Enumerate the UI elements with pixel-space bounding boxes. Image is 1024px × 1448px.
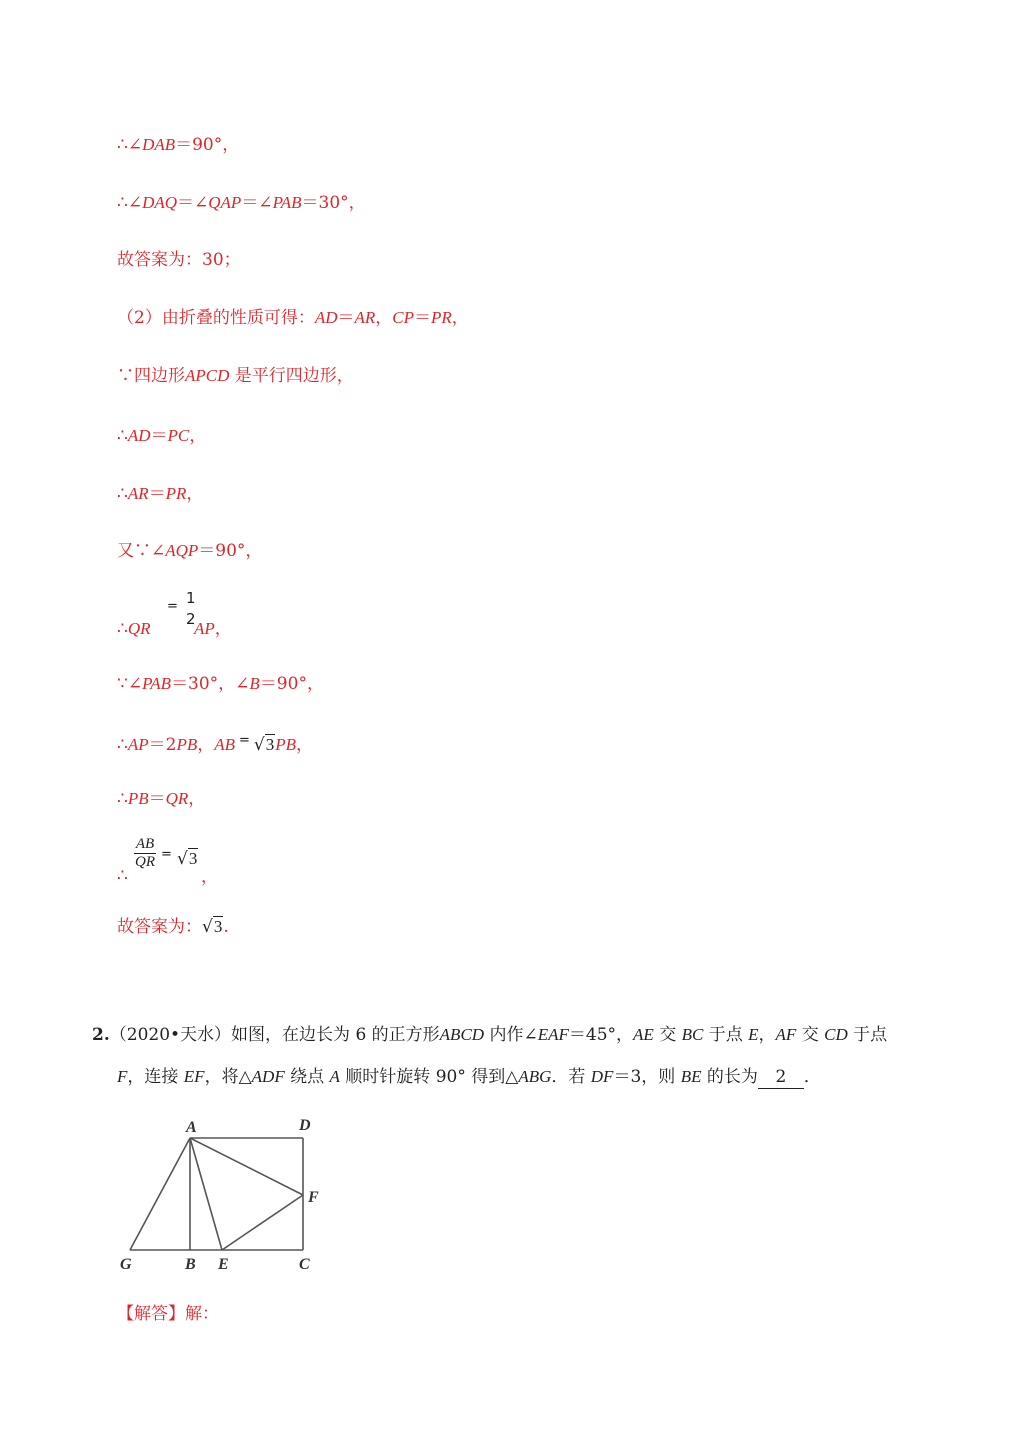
text-run: 于点 bbox=[847, 1025, 888, 1045]
math-variable: APCD bbox=[185, 366, 230, 385]
segment-ef bbox=[222, 1195, 303, 1250]
text-run: （2）由折叠的性质可得： bbox=[117, 308, 315, 328]
math-variable: A bbox=[329, 1067, 340, 1086]
question-number: 2. bbox=[92, 1025, 110, 1045]
text-run: ＝90°， bbox=[175, 135, 240, 155]
segment-ag bbox=[130, 1138, 190, 1250]
text-run: 顺时针旋转 90° 得到△ bbox=[339, 1067, 519, 1087]
text-run: 内作∠ bbox=[484, 1025, 538, 1045]
text-run: ＝ bbox=[148, 789, 166, 809]
text-run: ＝90°， bbox=[259, 674, 324, 694]
text-run: ∴∠ bbox=[117, 193, 143, 213]
solution-line bbox=[117, 249, 241, 271]
text-run: ， bbox=[758, 1025, 776, 1045]
math-variable: PB bbox=[127, 789, 149, 808]
math-variable: AR bbox=[127, 484, 149, 503]
solution-line bbox=[117, 192, 366, 214]
fraction-half: 1 2 bbox=[186, 589, 196, 628]
math-variable: EF bbox=[183, 1067, 205, 1086]
math-variable: ABCD bbox=[439, 1025, 485, 1044]
text-run: ．若 bbox=[551, 1067, 591, 1087]
math-variable: PC bbox=[167, 426, 190, 445]
label-d: D bbox=[299, 1117, 311, 1134]
text-run: ＝ bbox=[150, 426, 168, 446]
text-run: ＝30°， bbox=[301, 193, 366, 213]
math-variable: BE bbox=[680, 1067, 702, 1086]
text-run: ∵∠ bbox=[117, 674, 143, 694]
solution-line-ap: ∴AP＝2PB，AB = √3PB， bbox=[117, 733, 314, 755]
text-run: ∴ bbox=[117, 426, 128, 446]
solution-line bbox=[117, 483, 203, 505]
math-variable: EAF bbox=[537, 1025, 569, 1044]
label-b: B bbox=[185, 1256, 196, 1273]
text-run: ∴∠ bbox=[117, 135, 143, 155]
math-variable: AR bbox=[354, 308, 376, 327]
math-variable: PR bbox=[165, 484, 187, 503]
math-variable: DAB bbox=[142, 135, 176, 154]
math-variable: B bbox=[249, 674, 260, 693]
math-variable: CD bbox=[824, 1025, 848, 1044]
math-variable: AQP bbox=[165, 541, 199, 560]
math-variable: PAB bbox=[142, 674, 172, 693]
solution-line bbox=[117, 788, 205, 810]
text-run: ＝90°， bbox=[198, 541, 263, 561]
text-run: ＝ bbox=[337, 308, 355, 328]
sqrt-symbol: √3 bbox=[202, 917, 223, 937]
math-variable: BC bbox=[681, 1025, 704, 1044]
question-line-2: F，连接 EF，将△ADF 绕点 A 顺时针旋转 90° 得到△ABG．若 DF＝3，则 BE 的长为 2 ． bbox=[117, 1067, 821, 1087]
fraction-ab-qr: $\frac{AB}{QR}$ bbox=[135, 836, 155, 870]
label-f: F bbox=[308, 1189, 319, 1206]
math-variable: QR bbox=[165, 789, 189, 808]
math-variable: DAQ bbox=[142, 193, 178, 212]
math-variable: PR bbox=[431, 308, 452, 327]
segment-ae bbox=[190, 1138, 222, 1250]
text-run: ＝30°，∠ bbox=[171, 674, 250, 694]
math-variable: ABG bbox=[518, 1067, 552, 1086]
text-run: ∴ bbox=[117, 789, 128, 809]
solution-line bbox=[117, 425, 206, 447]
text-run: ＝ bbox=[148, 484, 166, 504]
text-run: 交 bbox=[796, 1025, 825, 1045]
text-run: 如图，在边长为 6 的正方形 bbox=[231, 1025, 440, 1045]
solution-line bbox=[117, 134, 239, 156]
sqrt-symbol: √3 bbox=[177, 849, 198, 869]
text-run: ， bbox=[186, 484, 204, 504]
text-run: ， bbox=[451, 308, 469, 328]
math-variable: AE bbox=[633, 1025, 654, 1044]
question-source: （2020•天水） bbox=[109, 1025, 232, 1045]
text-run: 是平行四边形， bbox=[229, 366, 354, 386]
solution-line bbox=[117, 365, 354, 387]
solution-line bbox=[117, 673, 324, 695]
text-run: ∵四边形 bbox=[117, 366, 185, 386]
text-run: 又∵∠ bbox=[117, 541, 166, 561]
text-run: ， bbox=[189, 426, 207, 446]
geometry-figure bbox=[110, 1110, 340, 1280]
solution-header: 【解答】解： bbox=[117, 1304, 219, 1324]
solution-line bbox=[117, 307, 469, 329]
text-run: ，将△ bbox=[204, 1067, 252, 1087]
math-variable: AF bbox=[775, 1025, 797, 1044]
math-variable: E bbox=[748, 1025, 759, 1044]
math-variable: CP bbox=[392, 308, 415, 327]
text-run: 的长为 bbox=[701, 1067, 758, 1087]
math-variable: ADF bbox=[251, 1067, 285, 1086]
math-variable: AD bbox=[314, 308, 338, 327]
text-run: ＝45°， bbox=[568, 1025, 634, 1045]
math-variable: PAB bbox=[272, 193, 302, 212]
math-variable: QAP bbox=[208, 193, 242, 212]
solution-line bbox=[117, 540, 262, 562]
answer-blank: 2 bbox=[758, 1066, 804, 1089]
text-run: ， bbox=[188, 789, 206, 809]
text-run: ，连接 bbox=[127, 1067, 184, 1087]
text-run: ∴ bbox=[117, 484, 128, 504]
text-run: ＝3，则 bbox=[613, 1067, 681, 1087]
math-variable: DF bbox=[590, 1067, 614, 1086]
label-c: C bbox=[299, 1256, 310, 1273]
math-variable: F bbox=[117, 1067, 128, 1086]
label-g: G bbox=[120, 1256, 132, 1273]
text-run: 绕点 bbox=[284, 1067, 330, 1087]
text-run: 于点 bbox=[703, 1025, 749, 1045]
sqrt-symbol: √3 bbox=[253, 735, 275, 755]
text-run: ＝∠ bbox=[177, 193, 209, 213]
label-a: A bbox=[186, 1119, 197, 1136]
text-run: ＝∠ bbox=[241, 193, 273, 213]
label-e: E bbox=[218, 1256, 229, 1273]
math-variable: AD bbox=[127, 426, 151, 445]
text-run: ＝ bbox=[414, 308, 432, 328]
answer-line: 故答案为：√3. bbox=[117, 917, 229, 937]
text-run: 故答案为：30； bbox=[117, 250, 241, 270]
question-line-1 bbox=[92, 1024, 887, 1046]
segment-af bbox=[190, 1138, 303, 1195]
text-run: ， bbox=[375, 308, 393, 328]
text-run: 交 bbox=[653, 1025, 682, 1045]
